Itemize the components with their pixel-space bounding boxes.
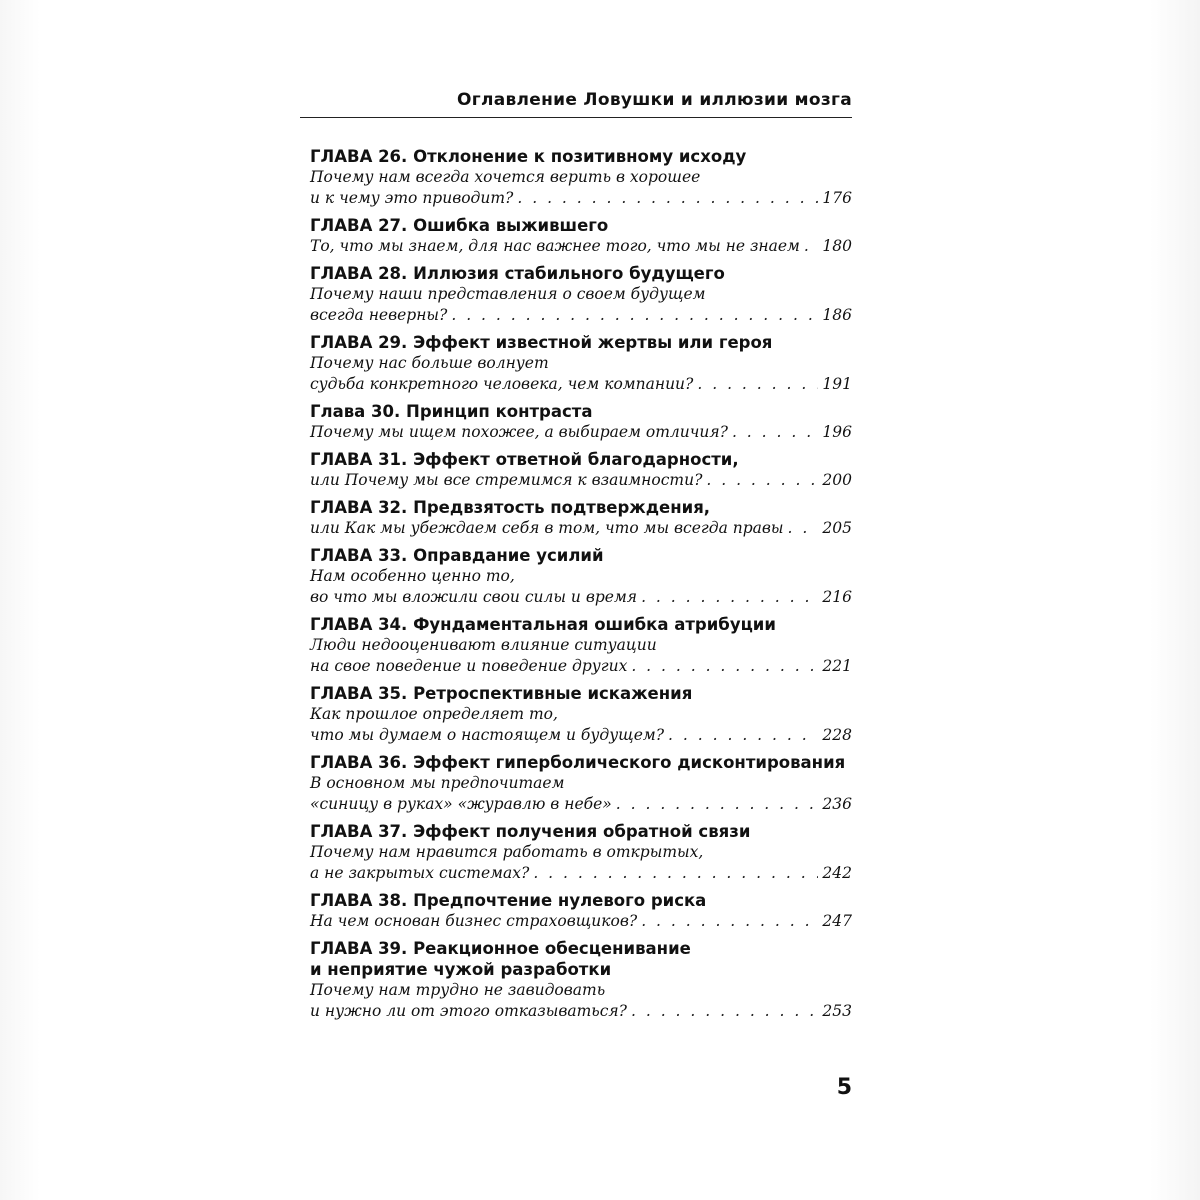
chapter-subtitle-line: То, что мы знаем, для нас важнее того, что мы не знаем — [310, 237, 800, 255]
chapter-title: Иллюзия стабильного будущего — [413, 264, 725, 283]
dot-leader — [631, 656, 818, 677]
chapter-heading — [310, 401, 852, 422]
chapter-heading — [310, 890, 852, 911]
chapter-subtitle-line: и к чему это приводит? — [310, 189, 514, 207]
chapter-subtitle-line: или Как мы убеждаем себя в том, что мы всегда правы — [310, 519, 784, 537]
chapter-title: Ошибка выжившего — [413, 216, 609, 235]
chapter-heading — [310, 821, 852, 842]
chapter-heading — [310, 263, 852, 284]
chapter-title: Эффект ответной благодарности, — [413, 450, 739, 469]
toc-entry[interactable] — [310, 938, 852, 1022]
chapter-number: Глава 30. — [310, 402, 401, 421]
chapter-subtitle-line: и нужно ли от этого отказываться? — [310, 1002, 627, 1020]
chapter-number: ГЛАВА 34. — [310, 615, 408, 634]
subtitle-page-row — [310, 422, 852, 443]
toc-entry[interactable] — [310, 146, 852, 209]
subtitle-page-row — [310, 725, 852, 746]
chapter-subtitle-line: В основном мы предпочитаем — [310, 774, 565, 792]
chapter-heading — [310, 215, 852, 236]
subtitle-page-row — [310, 518, 852, 539]
chapter-title: Фундаментальная ошибка атрибуции — [413, 615, 776, 634]
page-ref: 176 — [822, 189, 852, 207]
toc-entry[interactable] — [310, 683, 852, 746]
chapter-subtitle-line: всегда неверны? — [310, 306, 448, 324]
chapter-number: ГЛАВА 27. — [310, 216, 408, 235]
subtitle-page-row — [310, 188, 852, 209]
chapter-subtitle-line: На чем основан бизнес страховщиков? — [310, 912, 638, 930]
page-ref: 216 — [822, 588, 852, 606]
chapter-number: ГЛАВА 38. — [310, 891, 408, 910]
page-ref: 186 — [822, 306, 852, 324]
page-ref: 200 — [822, 471, 852, 489]
chapter-title: Отклонение к позитивному исходу — [413, 147, 747, 166]
chapter-subtitle-line: Как прошлое определяет то, — [310, 705, 558, 723]
chapter-subtitle-line: судьба конкретного человека, чем компании? — [310, 375, 694, 393]
dot-leader — [697, 374, 818, 395]
subtitle-page-row — [310, 305, 852, 326]
chapter-title-continued: и неприятие чужой разработки — [310, 960, 612, 979]
subtitle-page-row — [310, 470, 852, 491]
toc-entry[interactable] — [310, 890, 852, 932]
dot-leader — [788, 518, 819, 539]
chapter-title: Эффект известной жертвы или героя — [413, 333, 773, 352]
header-rule — [300, 117, 852, 118]
chapter-number: ГЛАВА 32. — [310, 498, 408, 517]
subtitle-page-row — [310, 374, 852, 395]
chapter-heading — [310, 614, 852, 635]
subtitle-page-row — [310, 236, 852, 257]
page-ref: 205 — [822, 519, 852, 537]
page-ref: 180 — [822, 237, 852, 255]
dot-leader — [804, 236, 819, 257]
chapter-number: ГЛАВА 36. — [310, 753, 408, 772]
chapter-heading — [310, 146, 852, 167]
chapter-subtitle-line: Почему нас больше волнует — [310, 354, 549, 372]
running-head: Оглавление Ловушки и иллюзии мозга — [457, 90, 852, 110]
dot-leader — [517, 188, 818, 209]
chapter-title: Реакционное обесценивание — [413, 939, 691, 958]
dot-leader — [631, 1001, 818, 1022]
toc-entry[interactable] — [310, 497, 852, 539]
chapter-number: ГЛАВА 31. — [310, 450, 408, 469]
chapter-heading — [310, 752, 852, 773]
chapter-title: Эффект получения обратной связи — [413, 822, 751, 841]
toc-entry[interactable] — [310, 752, 852, 815]
chapter-heading — [310, 938, 852, 959]
chapter-heading — [310, 545, 852, 566]
dot-leader — [451, 305, 818, 326]
subtitle-page-row — [310, 587, 852, 608]
dot-leader — [616, 794, 819, 815]
page-ref: 221 — [822, 657, 852, 675]
toc-entry[interactable] — [310, 332, 852, 395]
chapter-subtitle-line: что мы думаем о настоящем и будущем? — [310, 726, 665, 744]
chapter-heading — [310, 683, 852, 704]
chapter-number: ГЛАВА 26. — [310, 147, 408, 166]
page-number: 5 — [836, 1075, 852, 1100]
chapter-number: ГЛАВА 37. — [310, 822, 408, 841]
toc-entry[interactable] — [310, 401, 852, 443]
page-ref: 191 — [822, 375, 852, 393]
subtitle-page-row — [310, 656, 852, 677]
toc-entry[interactable] — [310, 614, 852, 677]
dot-leader — [533, 863, 818, 884]
chapter-title: Предпочтение нулевого риска — [413, 891, 707, 910]
chapter-number: ГЛАВА 29. — [310, 333, 408, 352]
chapter-number: ГЛАВА 33. — [310, 546, 408, 565]
page-ref: 236 — [822, 795, 852, 813]
dot-leader — [732, 422, 818, 443]
chapter-subtitle-line: или Почему мы все стремимся к взаимности? — [310, 471, 703, 489]
chapter-heading — [310, 497, 852, 518]
dot-leader — [668, 725, 818, 746]
chapter-title: Ретроспективные искажения — [413, 684, 693, 703]
toc-entry[interactable] — [310, 449, 852, 491]
chapter-subtitle-line: а не закрытых системах? — [310, 864, 530, 882]
chapter-subtitle-line: Почему наши представления о своем будущем — [310, 285, 706, 303]
chapter-subtitle-line: Люди недооценивают влияние ситуации — [310, 636, 657, 654]
dot-leader — [706, 470, 818, 491]
page-ref: 247 — [822, 912, 852, 930]
chapter-heading — [310, 449, 852, 470]
dot-leader — [641, 587, 818, 608]
subtitle-page-row — [310, 1001, 852, 1022]
toc-entry[interactable] — [310, 263, 852, 326]
chapter-subtitle-line: Почему нам всегда хочется верить в хорошее — [310, 168, 701, 186]
chapter-subtitle-line: Почему нам трудно не завидовать — [310, 981, 606, 999]
chapter-subtitle-line: Почему мы ищем похожее, а выбираем отличия? — [310, 423, 728, 441]
page-ref: 196 — [822, 423, 852, 441]
page-ref: 228 — [822, 726, 852, 744]
chapter-title: Принцип контраста — [406, 402, 593, 421]
chapter-title: Предвзятость подтверждения, — [413, 498, 711, 517]
chapter-subtitle-line: «синицу в руках» «журавлю в небе» — [310, 795, 612, 813]
chapter-subtitle-line: Почему нам нравится работать в открытых, — [310, 843, 704, 861]
subtitle-page-row — [310, 863, 852, 884]
chapter-title: Эффект гиперболического дисконтирования — [413, 753, 846, 772]
dot-leader — [641, 911, 818, 932]
subtitle-page-row — [310, 911, 852, 932]
chapter-number: ГЛАВА 35. — [310, 684, 408, 703]
page-ref: 242 — [822, 864, 852, 882]
chapter-number: ГЛАВА 39. — [310, 939, 408, 958]
toc-entry[interactable] — [310, 215, 852, 257]
toc-entry[interactable] — [310, 821, 852, 884]
page-ref: 253 — [822, 1002, 852, 1020]
chapter-number: ГЛАВА 28. — [310, 264, 408, 283]
chapter-subtitle-line: на свое поведение и поведение других — [310, 657, 628, 675]
chapter-subtitle-line: во что мы вложили свои силы и время — [310, 588, 638, 606]
chapter-heading — [310, 332, 852, 353]
table-of-contents — [310, 146, 852, 1028]
subtitle-page-row — [310, 794, 852, 815]
chapter-title: Оправдание усилий — [413, 546, 604, 565]
toc-entry[interactable] — [310, 545, 852, 608]
chapter-subtitle-line: Нам особенно ценно то, — [310, 567, 515, 585]
